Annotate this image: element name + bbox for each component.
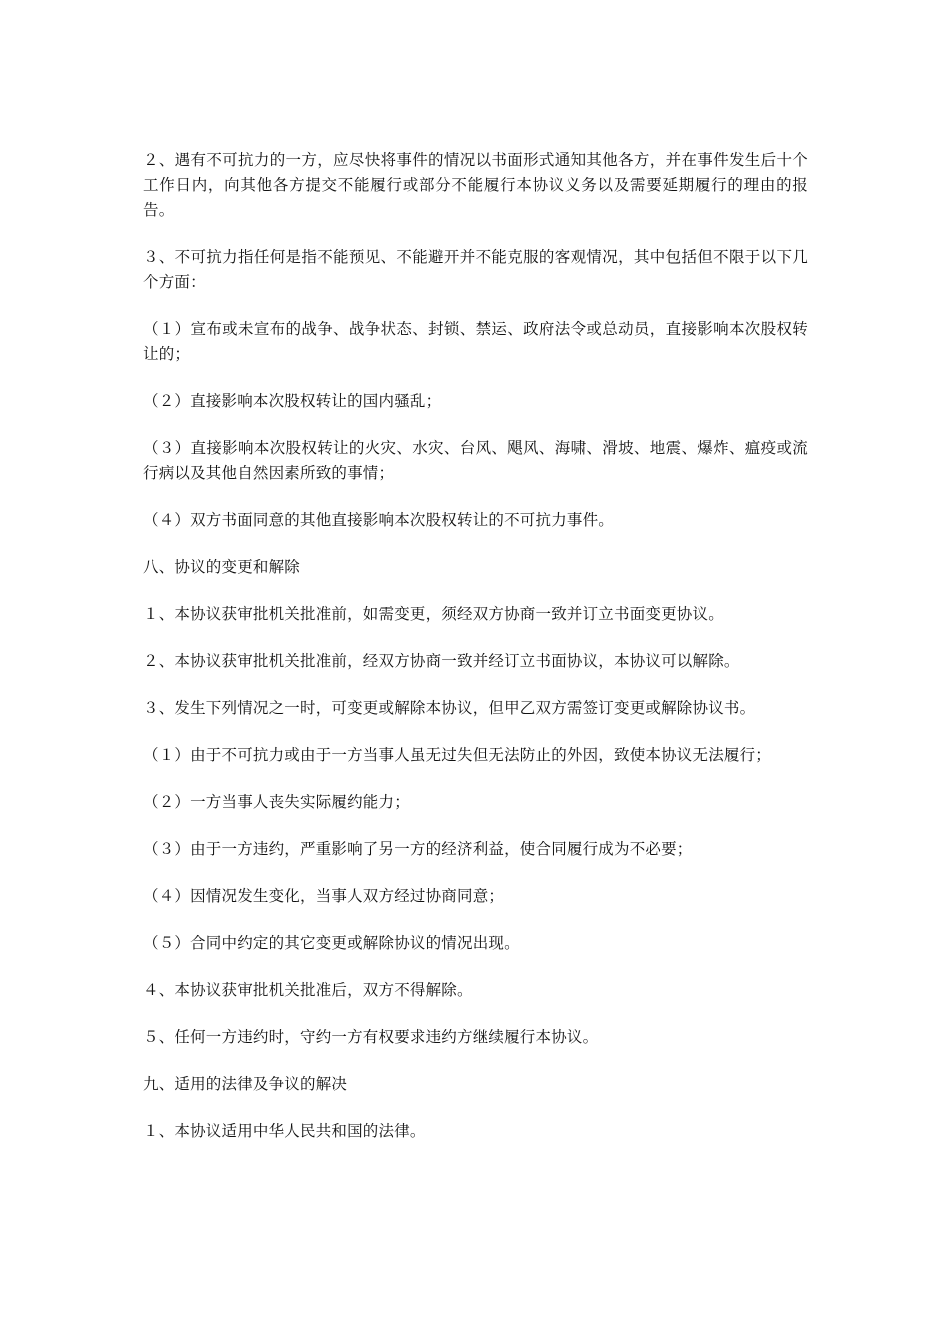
clause-7-3-item-1: （１）宣布或未宣布的战争、战争状态、封锁、禁运、政府法令或总动员，直接影响本次股权转让的； [143,320,808,363]
clause-7-3-force-majeure-definition: ３、不可抗力指任何是指不能预见、不能避开并不能克服的客观情况，其中包括但不限于以下几个方面： [143,248,808,291]
clause-8-3-item-4: （４）因情况发生变化，当事人双方经过协商同意； [143,887,505,905]
clause-7-3-item-4: （４）双方书面同意的其他直接影响本次股权转让的不可抗力事件。 [143,511,615,529]
clause-8-2: ２、本协议获审批机关批准前，经双方协商一致并经订立书面协议，本协议可以解除。 [143,652,740,670]
section-9-heading: 九、适用的法律及争议的解决 [143,1075,348,1093]
clause-8-3-item-1: （１）由于不可抗力或由于一方当事人虽无过失但无法防止的外因，致使本协议无法履行； [143,746,772,764]
clause-8-3-item-2: （２）一方当事人丧失实际履约能力； [143,793,410,811]
clause-7-3-item-2: （２）直接影响本次股权转让的国内骚乱； [143,392,442,410]
clause-8-3: ３、发生下列情况之一时，可变更或解除本协议，但甲乙双方需签订变更或解除协议书。 [143,699,756,717]
clause-7-3-item-3: （３）直接影响本次股权转让的火灾、水灾、台风、飓风、海啸、滑坡、地震、爆炸、瘟疫或流行病以及其他自然因素所致的事情； [143,439,808,482]
clause-8-3-item-5: （５）合同中约定的其它变更或解除协议的情况出现。 [143,934,520,952]
document-body [143,148,808,1166]
clause-8-1: １、本协议获审批机关批准前，如需变更，须经双方协商一致并订立书面变更协议。 [143,605,724,623]
clause-8-5: ５、任何一方违约时，守约一方有权要求违约方继续履行本协议。 [143,1028,599,1046]
clause-7-2-notification: ２、遇有不可抗力的一方，应尽快将事件的情况以书面形式通知其他各方，并在事件发生后十个工作日内，向其他各方提交不能履行或部分不能履行本协议义务以及需要延期履行的理由的报告。 [143,151,808,219]
clause-8-4: ４、本协议获审批机关批准后，双方不得解除。 [143,981,473,999]
clause-8-3-item-3: （３）由于一方违约，严重影响了另一方的经济利益，使合同履行成为不必要； [143,840,693,858]
clause-9-1: １、本协议适用中华人民共和国的法律。 [143,1122,426,1140]
section-8-heading: 八、协议的变更和解除 [143,558,301,576]
